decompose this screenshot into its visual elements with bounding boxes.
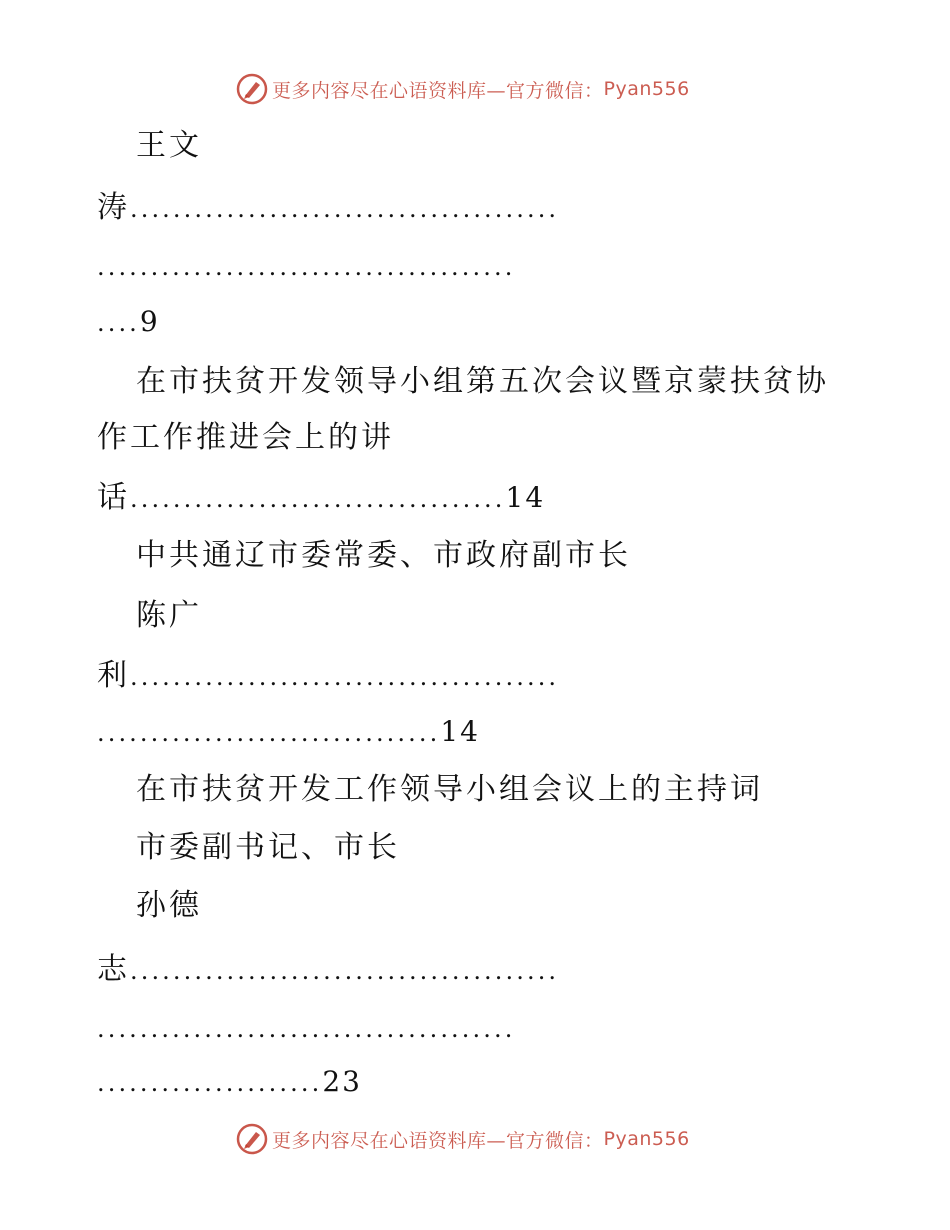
dot-leader: ...................................: [130, 485, 506, 513]
toc-entry-leader-row: [97, 656, 559, 697]
toc-page-number: 9: [139, 305, 160, 338]
toc-entry-title-cont: 作工作推进会上的讲: [97, 420, 394, 455]
toc-entry-author-given: 孙德: [136, 888, 202, 923]
dot-leader: ........................................: [130, 195, 560, 223]
toc-entry-title: 在市扶贫开发领导小组第五次会议暨京蒙扶贫协: [136, 364, 829, 399]
toc-entry-author-end: 志: [97, 952, 130, 987]
toc-entry-author-end: 涛: [97, 190, 130, 225]
watermark-text: 更多内容尽在心语资料库—官方微信：: [272, 1129, 604, 1152]
dot-leader: ........................................: [130, 663, 560, 691]
toc-entry-author-given: 王文: [136, 128, 202, 163]
pen-logo-icon: [236, 73, 268, 105]
header-watermark: [236, 72, 690, 106]
dot-leader: ........................................: [130, 957, 560, 985]
watermark-wechat-id: Pyan556: [603, 78, 690, 100]
toc-entry-leader-row: [97, 188, 559, 229]
toc-entry-leader-row: [97, 950, 559, 991]
toc-entry-leader-row: [97, 712, 480, 753]
toc-entry-title-end: 话: [97, 480, 130, 515]
dot-leader: .......................................: [97, 1015, 516, 1043]
toc-entry-leader-row: [97, 246, 515, 287]
toc-entry-author-title: 中共通辽市委常委、市政府副市长: [136, 538, 631, 573]
dot-leader: .......................................: [97, 253, 516, 281]
toc-entry-leader-row: [97, 302, 160, 343]
watermark-text: 更多内容尽在心语资料库—官方微信：: [272, 79, 604, 102]
dot-leader: ....: [97, 309, 140, 337]
toc-entry-leader-row: [97, 1008, 515, 1049]
toc-entry-author-given: 陈广: [136, 598, 202, 633]
footer-watermark: [236, 1122, 690, 1156]
toc-page-number: 14: [505, 481, 546, 514]
dot-leader: .....................: [97, 1069, 323, 1097]
toc-entry-leader-row: [97, 1062, 362, 1103]
pen-logo-icon: [236, 1123, 268, 1155]
dot-leader: ................................: [97, 719, 441, 747]
toc-page-number: 14: [440, 715, 480, 748]
toc-entry-leader-row: [97, 478, 545, 519]
watermark-wechat-id: Pyan556: [603, 1128, 690, 1150]
toc-entry-title: 在市扶贫开发工作领导小组会议上的主持词: [136, 772, 763, 807]
toc-entry-author-title: 市委副书记、市长: [136, 830, 400, 865]
toc-page-number: 23: [322, 1065, 362, 1098]
toc-entry-author-end: 利: [97, 658, 130, 693]
